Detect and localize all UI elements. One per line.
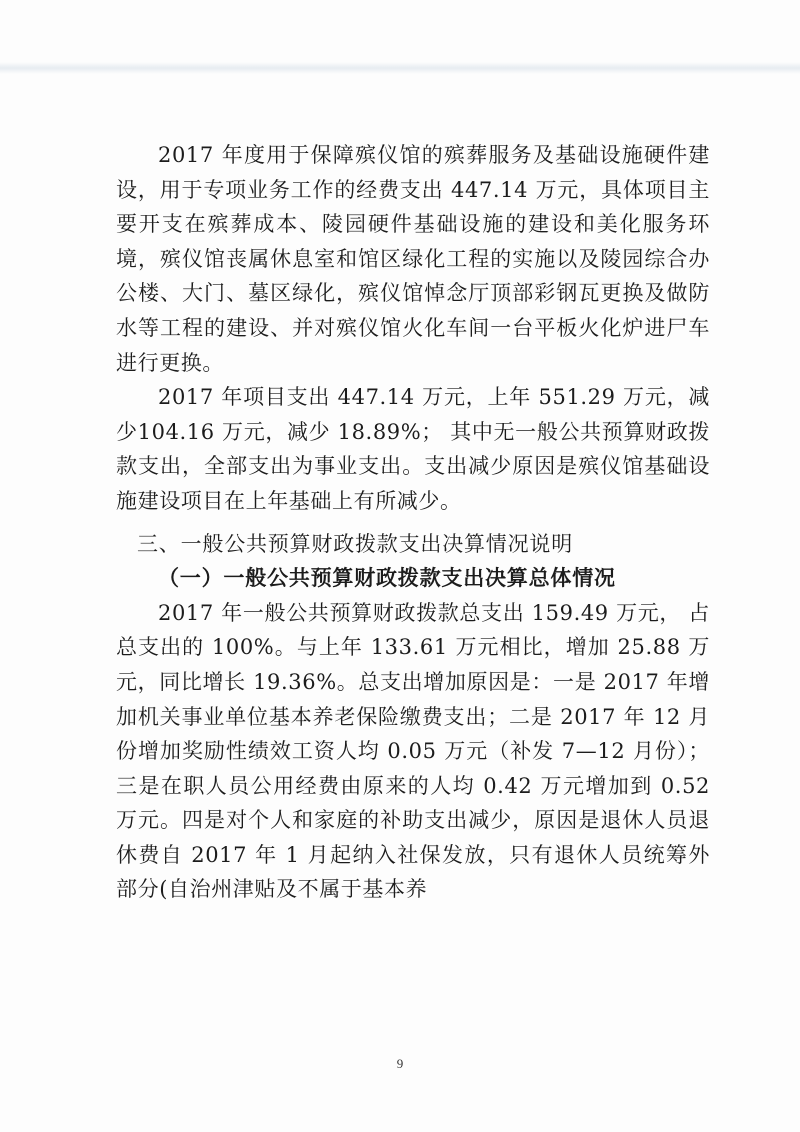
section-heading: 三、一般公共预算财政拨款支出决算情况说明 (137, 531, 573, 556)
paragraph-project-expenditure-change: 2017 年项目支出 447.14 万元，上年 551.29 万元，减少104.16 万元，减少 18.89%； 其中无一般公共预算财政拨款支出，全部支出为事业支出。支出减少原因是殡仪馆基础设施建设项目在上年基础上有所减少。 (116, 385, 710, 513)
scan-artifact-band (0, 62, 800, 74)
document-body (116, 138, 710, 907)
paragraph-project-expenditure-detail: 2017 年度用于保障殡仪馆的殡葬服务及基础设施硬件建设，用于专项业务工作的经费支出 447.14 万元，具体项目主要开支在殡葬成本、陵园硬件基础设施的建设和美化服务环境，殡仪馆丧属休息室和馆区绿化工程的实施以及陵园综合办公楼、大门、墓区绿化，殡仪馆悼念厅顶部彩钢瓦更换及做防水等工程的建设、并对殡仪馆火化车间一台平板火化炉进尸车进行更换。 (116, 143, 710, 375)
paragraph-general-budget-overview: 2017 年一般公共预算财政拨款总支出 159.49 万元， 占总支出的 100%。与上年 133.61 万元相比，增加 25.88 万元，同比增长 19.36%。总支出增加原因是：一是 2017 年增加机关事业单位基本养老保险缴费支出；二是 2017 年 12 月份增加奖励性绩效工资人均 0.05 万元（补发 7—12 月份）；三是在职人员公用经费由原来的人均 0.42 万元增加到 0.52 万元。四是对个人和家庭的补助支出减少，原因是退休人员退休费自 2017 年 1 月起纳入社保发放，只有退休人员统筹外部分(自治州津贴及不属于基本养 (116, 600, 710, 902)
subsection-heading: （一）一般公共预算财政拨款支出决算总体情况 (158, 566, 616, 591)
page-number: 9 (396, 1056, 404, 1071)
